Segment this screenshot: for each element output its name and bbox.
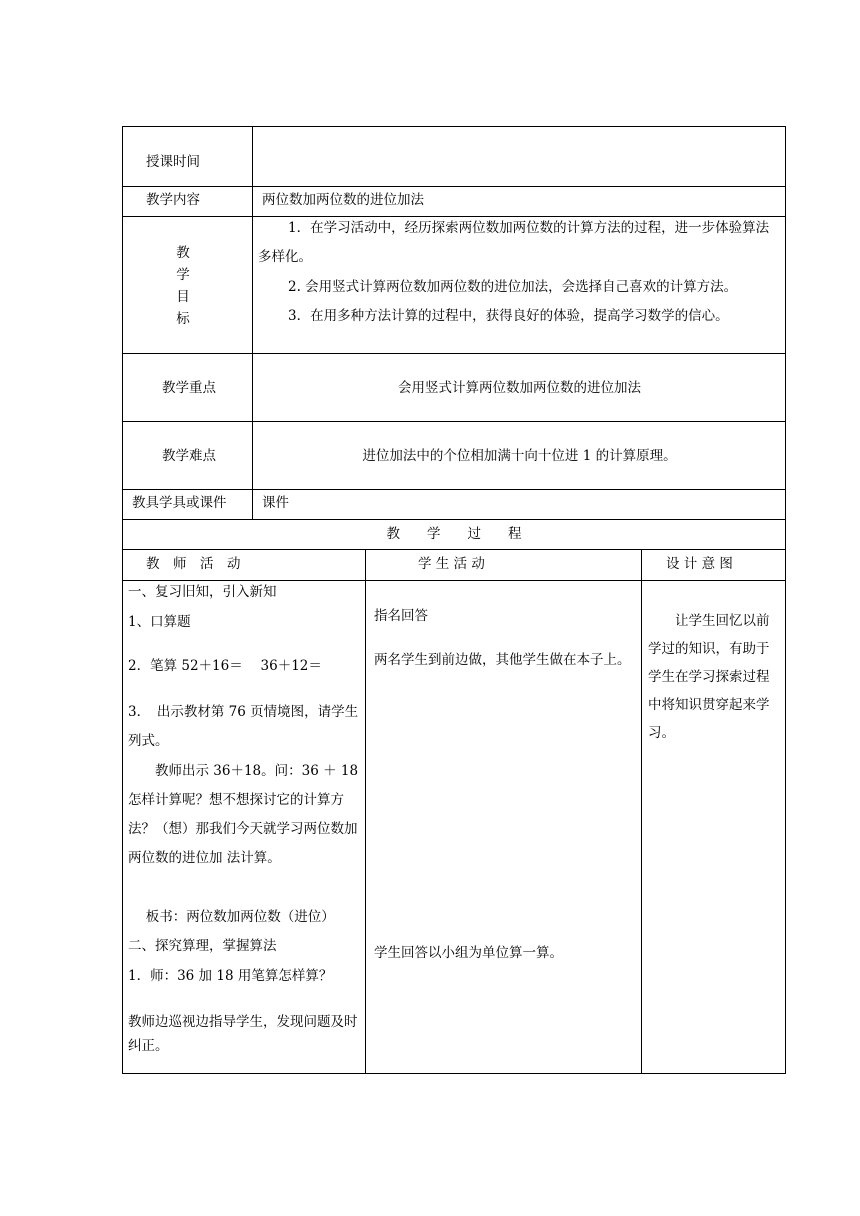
goals-label-char: 学 (176, 267, 190, 283)
goals-label (173, 242, 193, 330)
teacher-step-board: 板书：两位数加两位数（进位） (128, 909, 335, 925)
goal-item-3: 3．在用多种方法计算的过程中，获得良好的体验，提高学习数学的信心。 (288, 308, 729, 324)
key-value: 会用竖式计算两位数加两位数的进位加法 (398, 380, 641, 396)
key-label: 教学重点 (162, 380, 216, 396)
time-label: 授课时间 (146, 154, 200, 170)
content-value: 两位数加两位数的进位加法 (262, 192, 424, 208)
difficulty-label: 教学难点 (162, 448, 216, 464)
content-label: 教学内容 (146, 192, 200, 208)
student-activity-group: 学生回答以小组为单位算一算。 (374, 945, 563, 961)
teacher-step-oral: 1、口算题 (128, 614, 191, 630)
goals-label-char: 目 (176, 289, 190, 305)
intent-column-header: 设 计 意 图 (666, 556, 733, 572)
student-column-header: 学 生 活 动 (418, 556, 485, 572)
process-title: 教 学 过 程 (386, 526, 522, 542)
teacher-step-situation: 3． 出示教材第 76 页情境图，请学生列式。 (128, 704, 359, 749)
goals-label-char: 教 (176, 245, 190, 261)
teacher-step-review-heading: 一、复习旧知，引入新知 (128, 584, 277, 600)
teacher-step-guide: 教师边巡视边指导学生，发现问题及时纠正。 (128, 1014, 358, 1054)
teacher-step-question: 教师出示 36＋18。问：36 ＋ 18 怎样计算呢？想不想探讨它的计算方法？（想）那我们今天就学习两位数加两位数的进位加 法计算。 (128, 763, 359, 866)
goal-item-2: 2. 会用竖式计算两位数加两位数的进位加法，会选择自己喜欢的计算方法。 (288, 279, 738, 295)
teacher-step-question-36-18: 1．师：36 加 18 用笔算怎样算？ (128, 968, 333, 984)
student-activity-answer: 指名回答 (374, 608, 428, 624)
teacher-step-written: 2．笔算 52＋16＝ 36＋12＝ (128, 658, 322, 674)
tools-label: 教具学具或课件 (132, 495, 227, 511)
teacher-column-header: 教 师 活 动 (146, 556, 241, 572)
tools-value: 课件 (262, 495, 289, 511)
difficulty-value: 进位加法中的个位相加满十向十位进 1 的计算原理。 (362, 448, 677, 464)
lesson-plan-table (122, 126, 786, 1074)
teacher-step-explore-heading: 二、探究算理，掌握算法 (128, 938, 277, 954)
goal-item-1: 1．在学习活动中，经历探索两位数加两位数的计算方法的过程，进一步体验算法多样化。 (258, 220, 770, 265)
goals-label-char: 标 (176, 311, 190, 327)
student-activity-board-work: 两名学生到前边做，其他学生做在本子上。 (374, 652, 631, 668)
design-intent-text: 让学生回忆以前学过的知识，有助于学生在学习探索过程中将知识贯穿起来学习。 (648, 613, 770, 741)
